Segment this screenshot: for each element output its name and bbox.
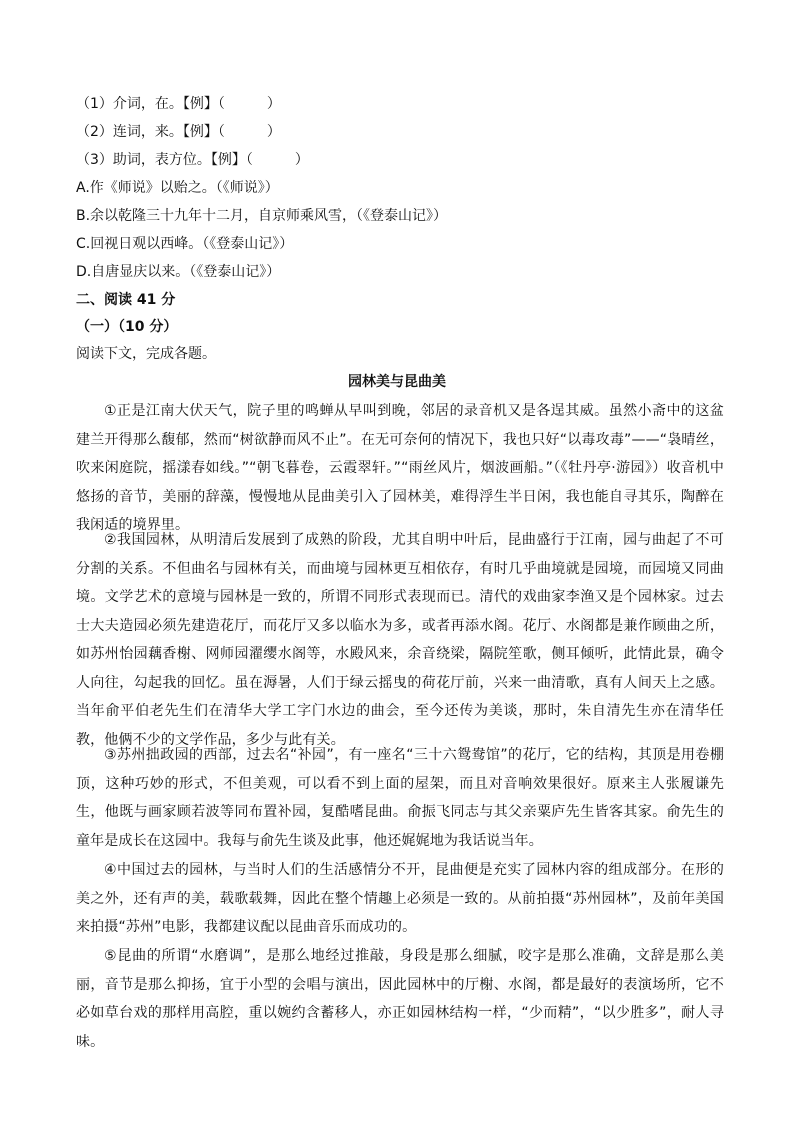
option-a: A.作《师说》以贻之。（《师说》） <box>76 180 279 196</box>
article-paragraph-5: ⑤昆曲的所谓“水磨调”，是那么地经过推敲，身段是那么细腻，咬字是那么准确，文辞是那么美丽，音节是那么抑扬，宜于小型的会唱与演出，因此园林中的厅榭、水阁，都是最好的表演场所，它不必如草台戏的那样用高腔，重以婉约含蓄移人，亦正如园林结构一样，“少而精”，“以少胜多”，耐人寻味。 <box>76 948 724 1050</box>
option-b: B.余以乾隆三十九年十二月，自京师乘风雪，（《登泰山记》） <box>76 208 448 224</box>
article-paragraph-4: ④中国过去的园林，与当时人们的生活感情分不开，昆曲便是充实了园林内容的组成部分。在形的美之外，还有声的美，载歌载舞，因此在整个情趣上必须是一致的。从前拍摄“苏州园林”，及前年美国来拍摄“苏州”电影，我都建议配以昆曲音乐而成功的。 <box>76 862 724 935</box>
section-sub-heading: （一）（10 分） <box>76 319 178 335</box>
question-item-1: （1）介词，在。【例】（ ） <box>76 96 281 112</box>
question-item-3: （3）助词，表方位。【例】（ ） <box>76 152 309 168</box>
article-paragraph-1: ①正是江南大伏天气，院子里的鸣蝉从早叫到晚，邻居的录音机又是各逞其威。虽然小斋中的这盆建兰开得那么馥郁，然而“树欲静而风不止”。在无可奈何的情况下，我也只好“以毒攻毒”——“袅晴丝，吹来闲庭院，摇漾春如线。”“朝飞暮卷，云霞翠轩。”“雨丝风片，烟波画船。”（《牡丹亭·游园》）收音机中悠扬的音节，美丽的辞藻，慢慢地从昆曲美引入了园林美，难得浮生半日闲，我也能自寻其乐，陶醉在我闲适的境界里。 <box>76 403 724 533</box>
question-item-2: （2）连词，来。【例】（ ） <box>76 124 281 140</box>
option-d: D.自唐显庆以来。（《登泰山记》） <box>76 264 281 280</box>
section-instruction: 阅读下文，完成各题。 <box>76 346 216 362</box>
article-title: 园林美与昆曲美 <box>348 374 446 390</box>
article-paragraph-3: ③苏州拙政园的西部，过去名“补园”，有一座名“三十六鸳鸯馆”的花厅，它的结构，其顶是用卷棚顶，这种巧妙的形式，不但美观，可以看不到上面的屋架，而且对音响效果很好。原来主人张履谦先生，他既与画家顾若波等同布置补园，复酷嗜昆曲。俞振飞同志与其父亲粟庐先生皆客其家。俞先生的童年是成长在这园中。我每与俞先生谈及此事，他还娓娓地为我话说当年。 <box>76 747 724 849</box>
section-heading: 二、阅读 41 分 <box>76 292 176 308</box>
option-c: C.回视日观以西峰。（《登泰山记》） <box>76 236 294 252</box>
article-paragraph-2: ②我国园林，从明清后发展到了成熟的阶段，尤其自明中叶后，昆曲盛行于江南，园与曲起了不可分割的关系。不但曲名与园林有关，而曲境与园林更互相依存，有时几乎曲境就是园境，而园境又同曲境。文学艺术的意境与园林是一致的，所谓不同形式表现而已。清代的戏曲家李渔又是个园林家。过去士大夫造园必须先建造花厅，而花厅又多以临水为多，或者再添水阁。花厅、水阁都是兼作顾曲之所，如苏州怡园藕香榭、网师园濯缨水阁等，水殿风来，余音绕梁，隔院笙歌，侧耳倾听，此情此景，确令人向往，勾起我的回忆。虽在溽暑，人们于绿云摇曳的荷花厅前，兴来一曲清歌，真有人间天上之感。当年俞平伯老先生们在清华大学工字门水边的曲会，至今还传为美谈，那时，朱自清先生亦在清华任教，他俩不少的文学作品，多少与此有关。 <box>76 532 724 748</box>
